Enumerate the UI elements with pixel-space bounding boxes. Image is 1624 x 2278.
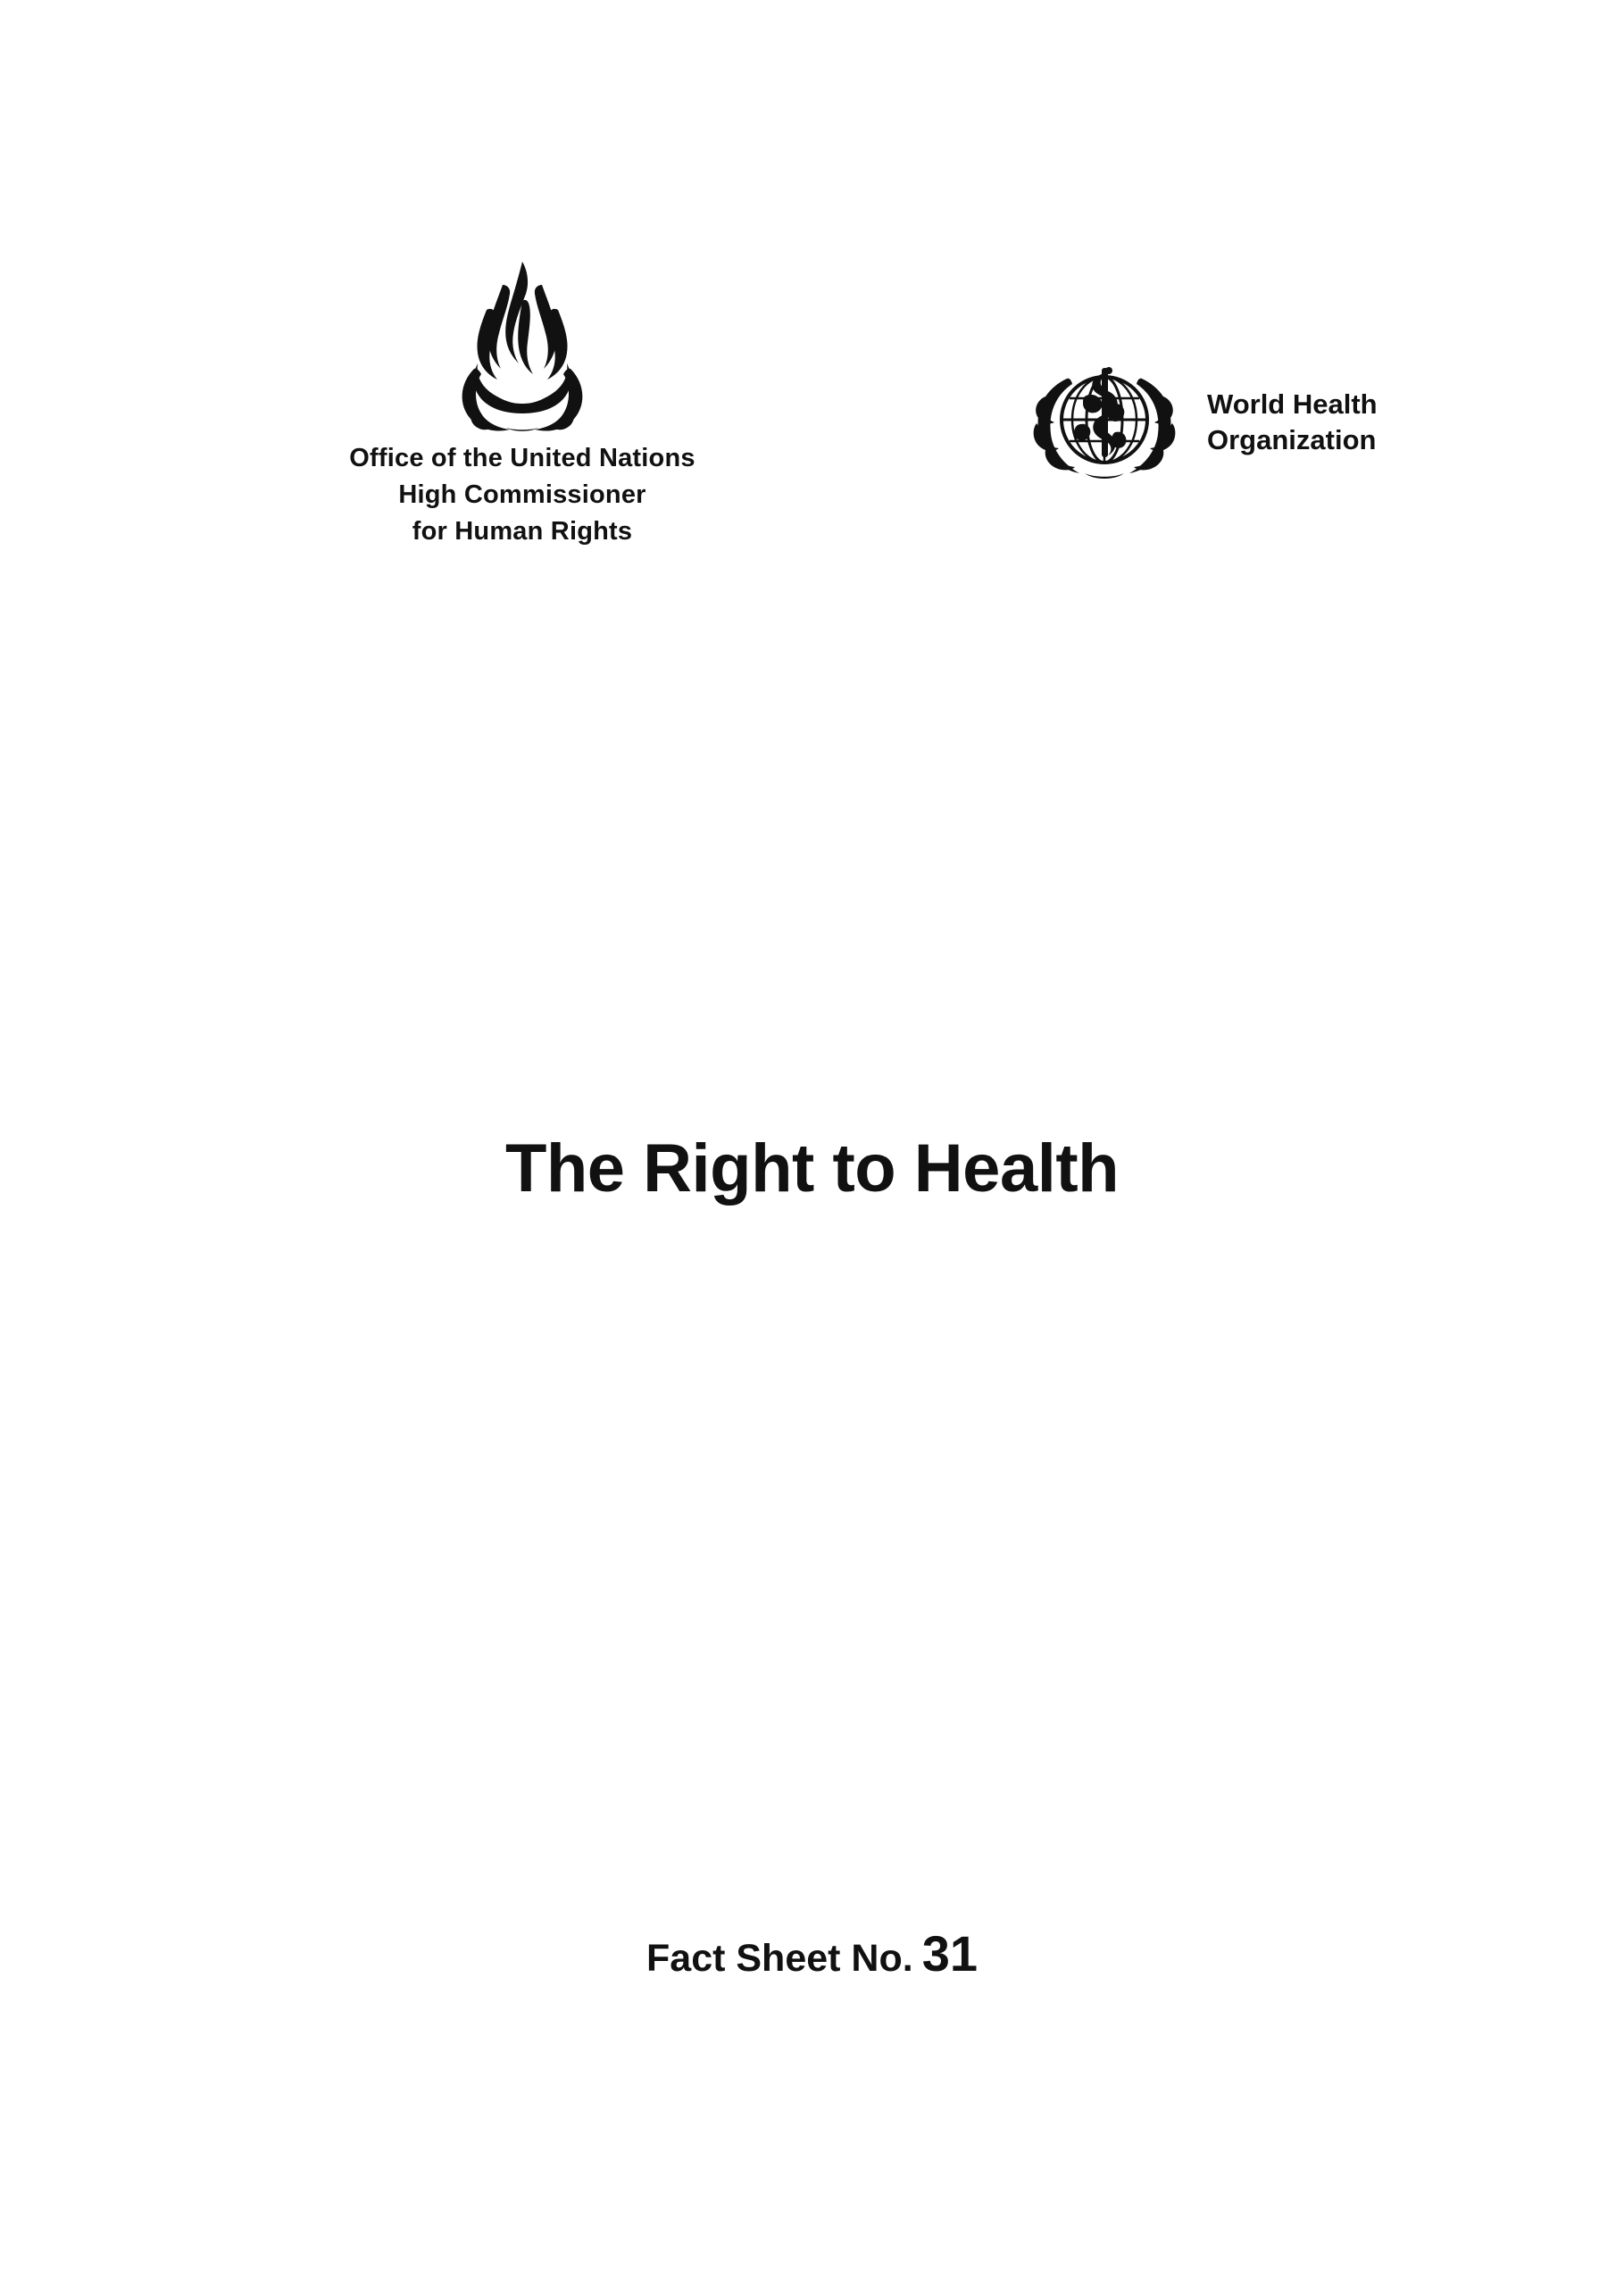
ohchr-line-3: for Human Rights (412, 517, 633, 547)
factsheet-number: 31 (921, 1925, 978, 1982)
factsheet-label: Fact Sheet No. (646, 1937, 913, 1980)
who-line-2: Organization (1207, 423, 1377, 455)
ohchr-flame-laurel-logo-icon (451, 255, 594, 433)
ohchr-logo-block (259, 255, 786, 551)
ohchr-wordmark (259, 440, 786, 551)
who-globe-rod-of-asclepius-laurel-logo-icon (1022, 357, 1187, 487)
who-logo-block (1022, 357, 1378, 487)
page-title: The Right to Health (504, 1131, 1120, 1206)
ohchr-line-2: High Commissioner (398, 480, 646, 510)
who-wordmark (1207, 387, 1378, 457)
who-line-1: World Health (1207, 388, 1378, 420)
factsheet-line (0, 1924, 1624, 1982)
ohchr-line-1: Office of the United Nations (349, 444, 695, 472)
